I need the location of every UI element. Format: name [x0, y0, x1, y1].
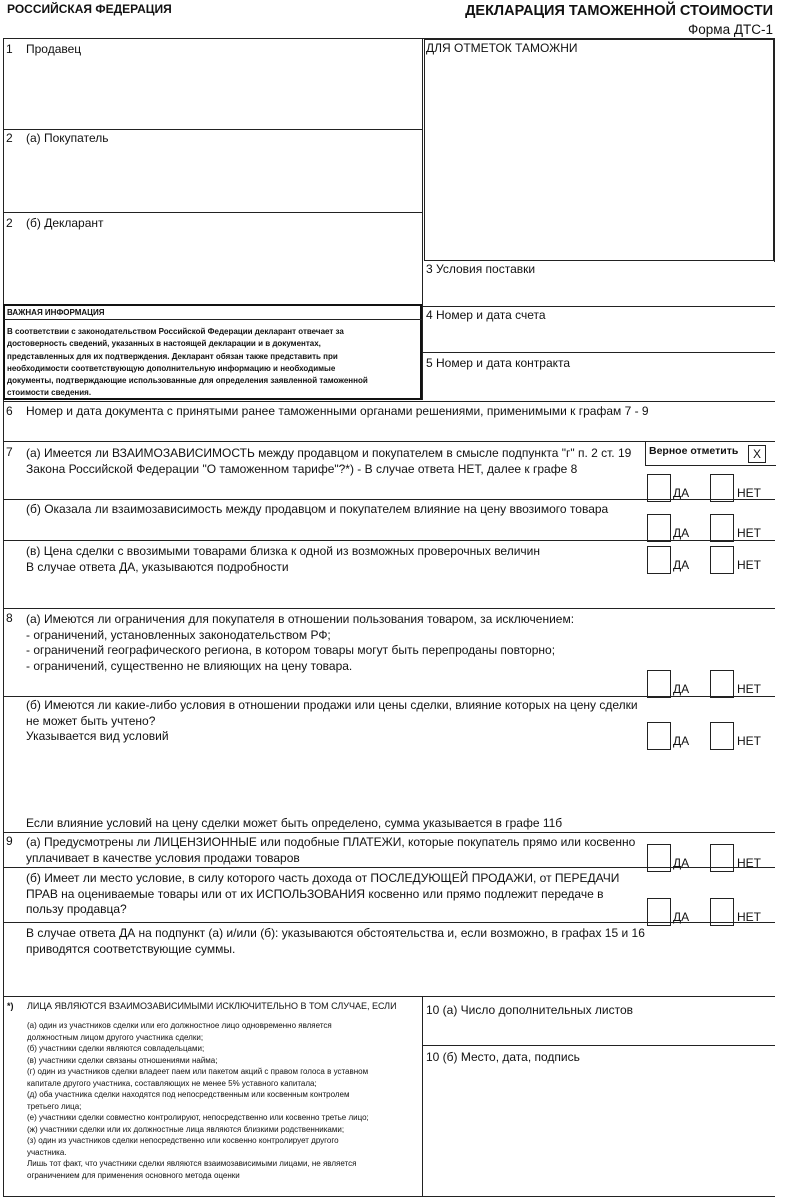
prior-decisions-input[interactable] [26, 421, 766, 439]
field-9-number: 9 [6, 834, 13, 848]
important-info-title: ВАЖНАЯ ИНФОРМАЦИЯ [7, 308, 105, 317]
buyer-label: (а) Покупатель [26, 131, 109, 145]
q8a-no-checkbox[interactable] [710, 670, 734, 698]
declarant-label: (б) Декларант [26, 216, 104, 230]
declarant-input-area[interactable] [40, 235, 410, 297]
q9a-yes-label: ДА [673, 856, 690, 870]
contract-input[interactable] [426, 372, 771, 398]
mark-note-label: Верное отметить [649, 445, 739, 457]
divider-2a-2b [3, 212, 423, 213]
field-7-number: 7 [6, 445, 13, 459]
column-divider [422, 38, 423, 400]
bottom-border-right [422, 1196, 775, 1197]
buyer-input-area[interactable] [40, 150, 410, 206]
q9b-yes-label: ДА [673, 910, 690, 924]
additional-sheets-label: 10 (а) Число дополнительных листов [426, 1003, 634, 1017]
q7c-yes-checkbox[interactable] [647, 546, 671, 574]
important-info-rule [3, 319, 422, 320]
divider-9a-9b [3, 867, 775, 868]
q8b-no-checkbox[interactable] [710, 722, 734, 750]
country-heading: РОССИЙСКАЯ ФЕДЕРАЦИЯ [7, 2, 172, 16]
q8a-no-label: НЕТ [737, 682, 761, 696]
q8b-yes-checkbox[interactable] [647, 722, 671, 750]
q7a-text: (а) Имеется ли ВЗАИМОЗАВИСИМОСТЬ между продавцом и покупателем в смысле подпункта "г" п. 2 ст. 19 Закона Российской Федерации "О таможенном тарифе"?*) - В случае ответа НЕТ, далее к графе 8 [26, 446, 632, 476]
q7a-yes-checkbox[interactable] [647, 474, 671, 502]
footnote-title: ЛИЦА ЯВЛЯЮТСЯ ВЗАИМОЗАВИСИМЫМИ ИСКЛЮЧИТЕЛЬНО В ТОМ СЛУЧАЕ, ЕСЛИ [27, 1001, 397, 1011]
field-2b-number: 2 [6, 216, 13, 230]
q7b-yes-label: ДА [673, 526, 690, 540]
divider-9-top [3, 832, 775, 833]
divider-9b-note [3, 922, 775, 923]
mark-example-checkbox: X [748, 445, 766, 463]
right-border-customs [774, 38, 775, 262]
divider-6-top [3, 401, 775, 402]
q7b-yes-checkbox[interactable] [647, 514, 671, 542]
place-date-signature-label: 10 (б) Место, дата, подпись [426, 1050, 580, 1064]
invoice-label: 4 Номер и дата счета [426, 308, 546, 322]
q9b-text: (б) Имеет ли место условие, в силу которого часть дохода от ПОСЛЕДУЮЩЕЙ ПРОДАЖИ, от ПЕРЕДАЧИ ПРАВ на оцениваемые товары или от их ИСПОЛЬЗОВАНИЯ косвенно или прямо подлежит передаче в пользу продавца? [26, 871, 620, 916]
divider-7a-7b [3, 499, 775, 500]
footnote-text: (а) один из участников сделки или его должностное лицо одновременно является должностным лицом другого участника сделки; (б) участники сделки являются совладельцами; (в) участники сделки связаны отношениями найма; (г) один из участников сделки владеет паем или пакетом акций с правом голоса в уставном капитале другого участника, составляющих не менее 5% уставного капитала; (д) оба участника сделки находятся под непосредственным или косвенным контролем третьего лица; (е) участники сделки совместно контролируют, непосредственно или косвенно третье лицо; (ж) участники сделки или их должностные лица являются близкими родственниками; (з) один из участников сделки непосредственно или косвенно контролирует другого участника. Лишь тот факт, что участники сделки являются взаимозависимыми лицами, не является ограничением для применения основного метода оценки [27, 1021, 369, 1180]
delivery-terms-label: 3 Условия поставки [426, 262, 536, 276]
q9-circumstances-input[interactable] [26, 962, 766, 992]
q7a-yes-label: ДА [673, 486, 690, 500]
seller-input-area[interactable] [40, 60, 410, 122]
q7a-no-checkbox[interactable] [710, 474, 734, 502]
q7c-details-input[interactable] [26, 580, 626, 604]
invoice-input[interactable] [426, 324, 771, 350]
seller-label: Продавец [26, 42, 82, 56]
bottom-column-divider [422, 996, 423, 1196]
q9b-no-label: НЕТ [737, 910, 761, 924]
q8b-conditions-input[interactable] [26, 750, 626, 810]
divider-1-2a [3, 129, 423, 130]
q8-note: Если влияние условий на цену сделки может быть определено, сумма указывается в графе 11б [26, 816, 563, 830]
q7c-no-label: НЕТ [737, 558, 761, 572]
delivery-terms-input[interactable] [426, 278, 771, 304]
field-8-number: 8 [6, 611, 13, 625]
q7b-no-label: НЕТ [737, 526, 761, 540]
form-code: Форма ДТС-1 [688, 22, 773, 37]
divider-3-4 [422, 306, 775, 307]
footnote-mark: *) [7, 1001, 14, 1011]
form-title: ДЕКЛАРАЦИЯ ТАМОЖЕННОЙ СТОИМОСТИ [465, 3, 773, 19]
q9-note: В случае ответа ДА на подпункт (а) и/или (б): указываются обстоятельства и, если возможно, в графах 15 и 16 приводятся соответствующие суммы. [26, 926, 645, 956]
divider-7b-7c [3, 540, 775, 541]
q8b-text: (б) Имеются ли какие-либо условия в отношении продажи или цены сделки, влияние которых на цену сделки не может быть учтено? Указывается вид условий [26, 698, 638, 743]
q7b-text: (б) Оказала ли взаимозависимость между продавцом и покупателем влияние на цену ввозимого товара [26, 502, 609, 516]
bottom-border-left [3, 1196, 423, 1197]
place-date-signature-input[interactable] [426, 1068, 771, 1188]
field-2a-number: 2 [6, 131, 13, 145]
q7c-text: (в) Цена сделки с ввозимыми товарами близка к одной из возможных проверочных величин В случае ответа ДА, указываются подробности [26, 544, 540, 574]
q9a-no-label: НЕТ [737, 856, 761, 870]
q8a-yes-checkbox[interactable] [647, 670, 671, 698]
q8b-yes-label: ДА [673, 734, 690, 748]
field-6-number: 6 [6, 404, 13, 418]
customs-marks-label: ДЛЯ ОТМЕТОК ТАМОЖНИ [426, 41, 578, 55]
q7b-no-checkbox[interactable] [710, 514, 734, 542]
divider-4-5 [422, 352, 775, 353]
divider-10a-10b [422, 1045, 775, 1046]
divider-bottom-top [3, 996, 775, 997]
q8a-yes-label: ДА [673, 682, 690, 696]
q7c-no-checkbox[interactable] [710, 546, 734, 574]
field-1-number: 1 [6, 42, 13, 56]
prior-decisions-label: Номер и дата документа с принятыми ранее таможенными органами решениями, применимыми к графам 7 - 9 [26, 404, 649, 418]
q7a-no-label: НЕТ [737, 486, 761, 500]
customs-marks-box[interactable] [424, 39, 774, 261]
divider-8-top [3, 608, 775, 609]
divider-8a-8b [3, 696, 775, 697]
q8b-no-label: НЕТ [737, 734, 761, 748]
additional-sheets-input[interactable] [426, 1020, 771, 1042]
q7c-yes-label: ДА [673, 558, 690, 572]
important-info-text: В соответствии с законодательством Российской Федерации декларант отвечает за достоверность сведений, указанных в настоящей декларации и в документах, представленных для их подтверждения. Декларант обязан также представить при необходимости соответствующую дополнительную информацию и необходимые документы, подтверждающие использованные для определения заявленной таможенной стоимости сведения. [7, 327, 368, 398]
contract-label: 5 Номер и дата контракта [426, 356, 571, 370]
q9a-text: (а) Предусмотрены ли ЛИЦЕНЗИОННЫЕ или подобные ПЛАТЕЖИ, которые покупатель прямо или косвенно уплачивает в качестве условия продажи товаров [26, 835, 636, 865]
q8a-text: (а) Имеются ли ограничения для покупателя в отношении пользования товаром, за исключением: - ограничений, установленных законодательством РФ; - ограничений географического региона, в котором товары могут быть перепроданы повторно; - ограничений, существенно не влияющих на цену товара. [26, 612, 575, 673]
